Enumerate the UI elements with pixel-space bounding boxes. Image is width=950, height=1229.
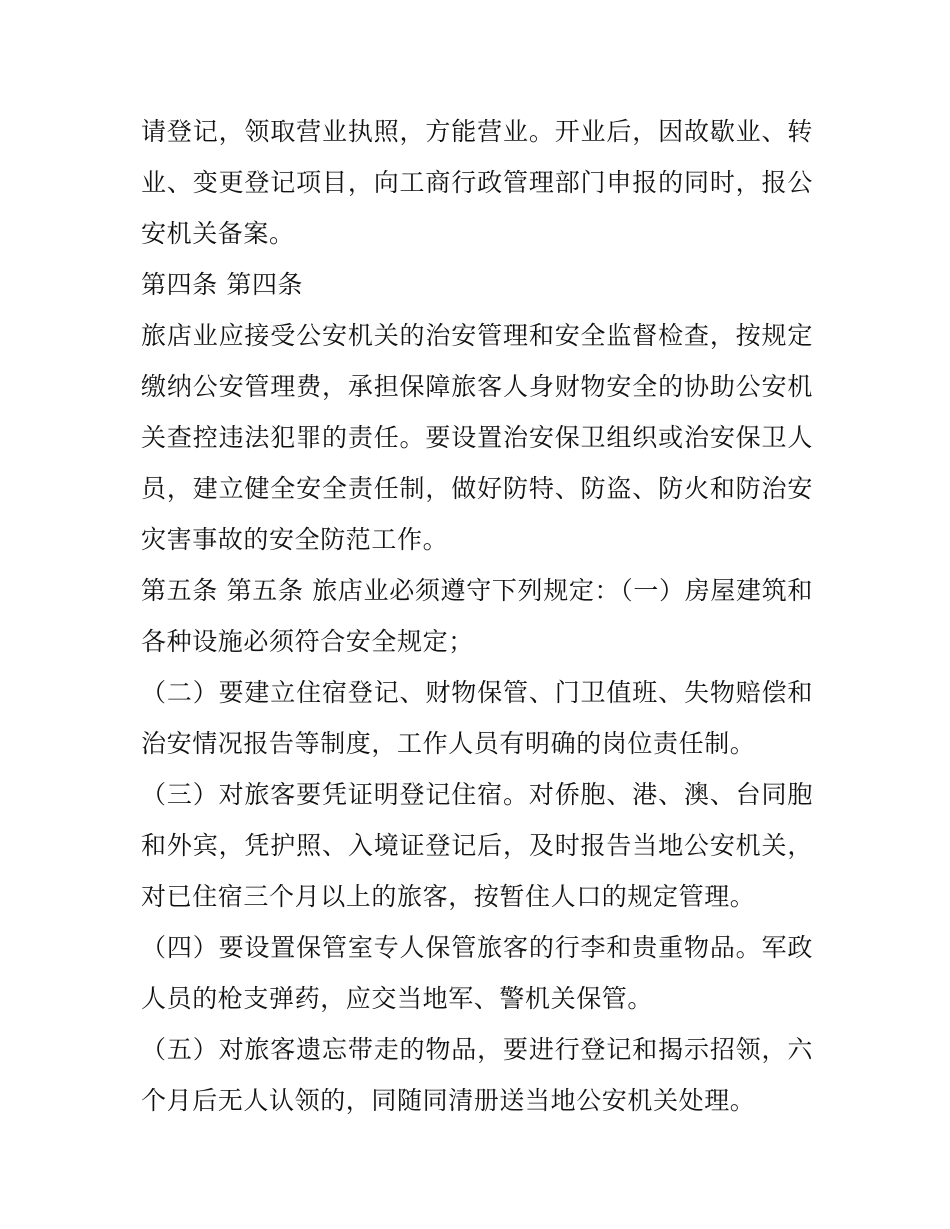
article-4-heading: 第四条 第四条 bbox=[141, 270, 304, 299]
paragraph-rule-3: （三）对旅客要凭证明登记住宿。对侨胞、港、澳、台同胞和外宾，凭护照、入境证登记后，及时报告当地公安机关，对已住宿三个月以上的旅客，按暂住人口的规定管理。 bbox=[141, 780, 813, 911]
paragraph-article-5: 第五条 第五条 旅店业必须遵守下列规定：（一）房屋建筑和各种设施必须符合安全规定； bbox=[141, 576, 813, 656]
paragraph-rule-4: （四）要设置保管室专人保管旅客的行李和贵重物品。军政人员的枪支弹药，应交当地军、警机关保管。 bbox=[141, 933, 813, 1013]
paragraph-article-4: 旅店业应接受公安机关的治安管理和安全监督检查，按规定缴纳公安管理费，承担保障旅客人身财物安全的协助公安机关查控违法犯罪的责任。要设置治安保卫组织或治安保卫人员，建立健全安全责任制，做好防特、防盗、防火和防治安灾害事故的安全防范工作。 bbox=[141, 321, 813, 554]
document-body bbox=[141, 106, 813, 1126]
paragraph-rule-2: （二）要建立住宿登记、财物保管、门卫值班、失物赔偿和治安情况报告等制度，工作人员有明确的岗位责任制。 bbox=[141, 678, 813, 758]
paragraph-rule-5: （五）对旅客遗忘带走的物品，要进行登记和揭示招领，六个月后无人认领的，同随同清册送当地公安机关处理。 bbox=[141, 1035, 813, 1115]
paragraph-registration: 请登记，领取营业执照，方能营业。开业后，因故歇业、转业、变更登记项目，向工商行政管理部门申报的同时，报公安机关备案。 bbox=[141, 117, 813, 248]
